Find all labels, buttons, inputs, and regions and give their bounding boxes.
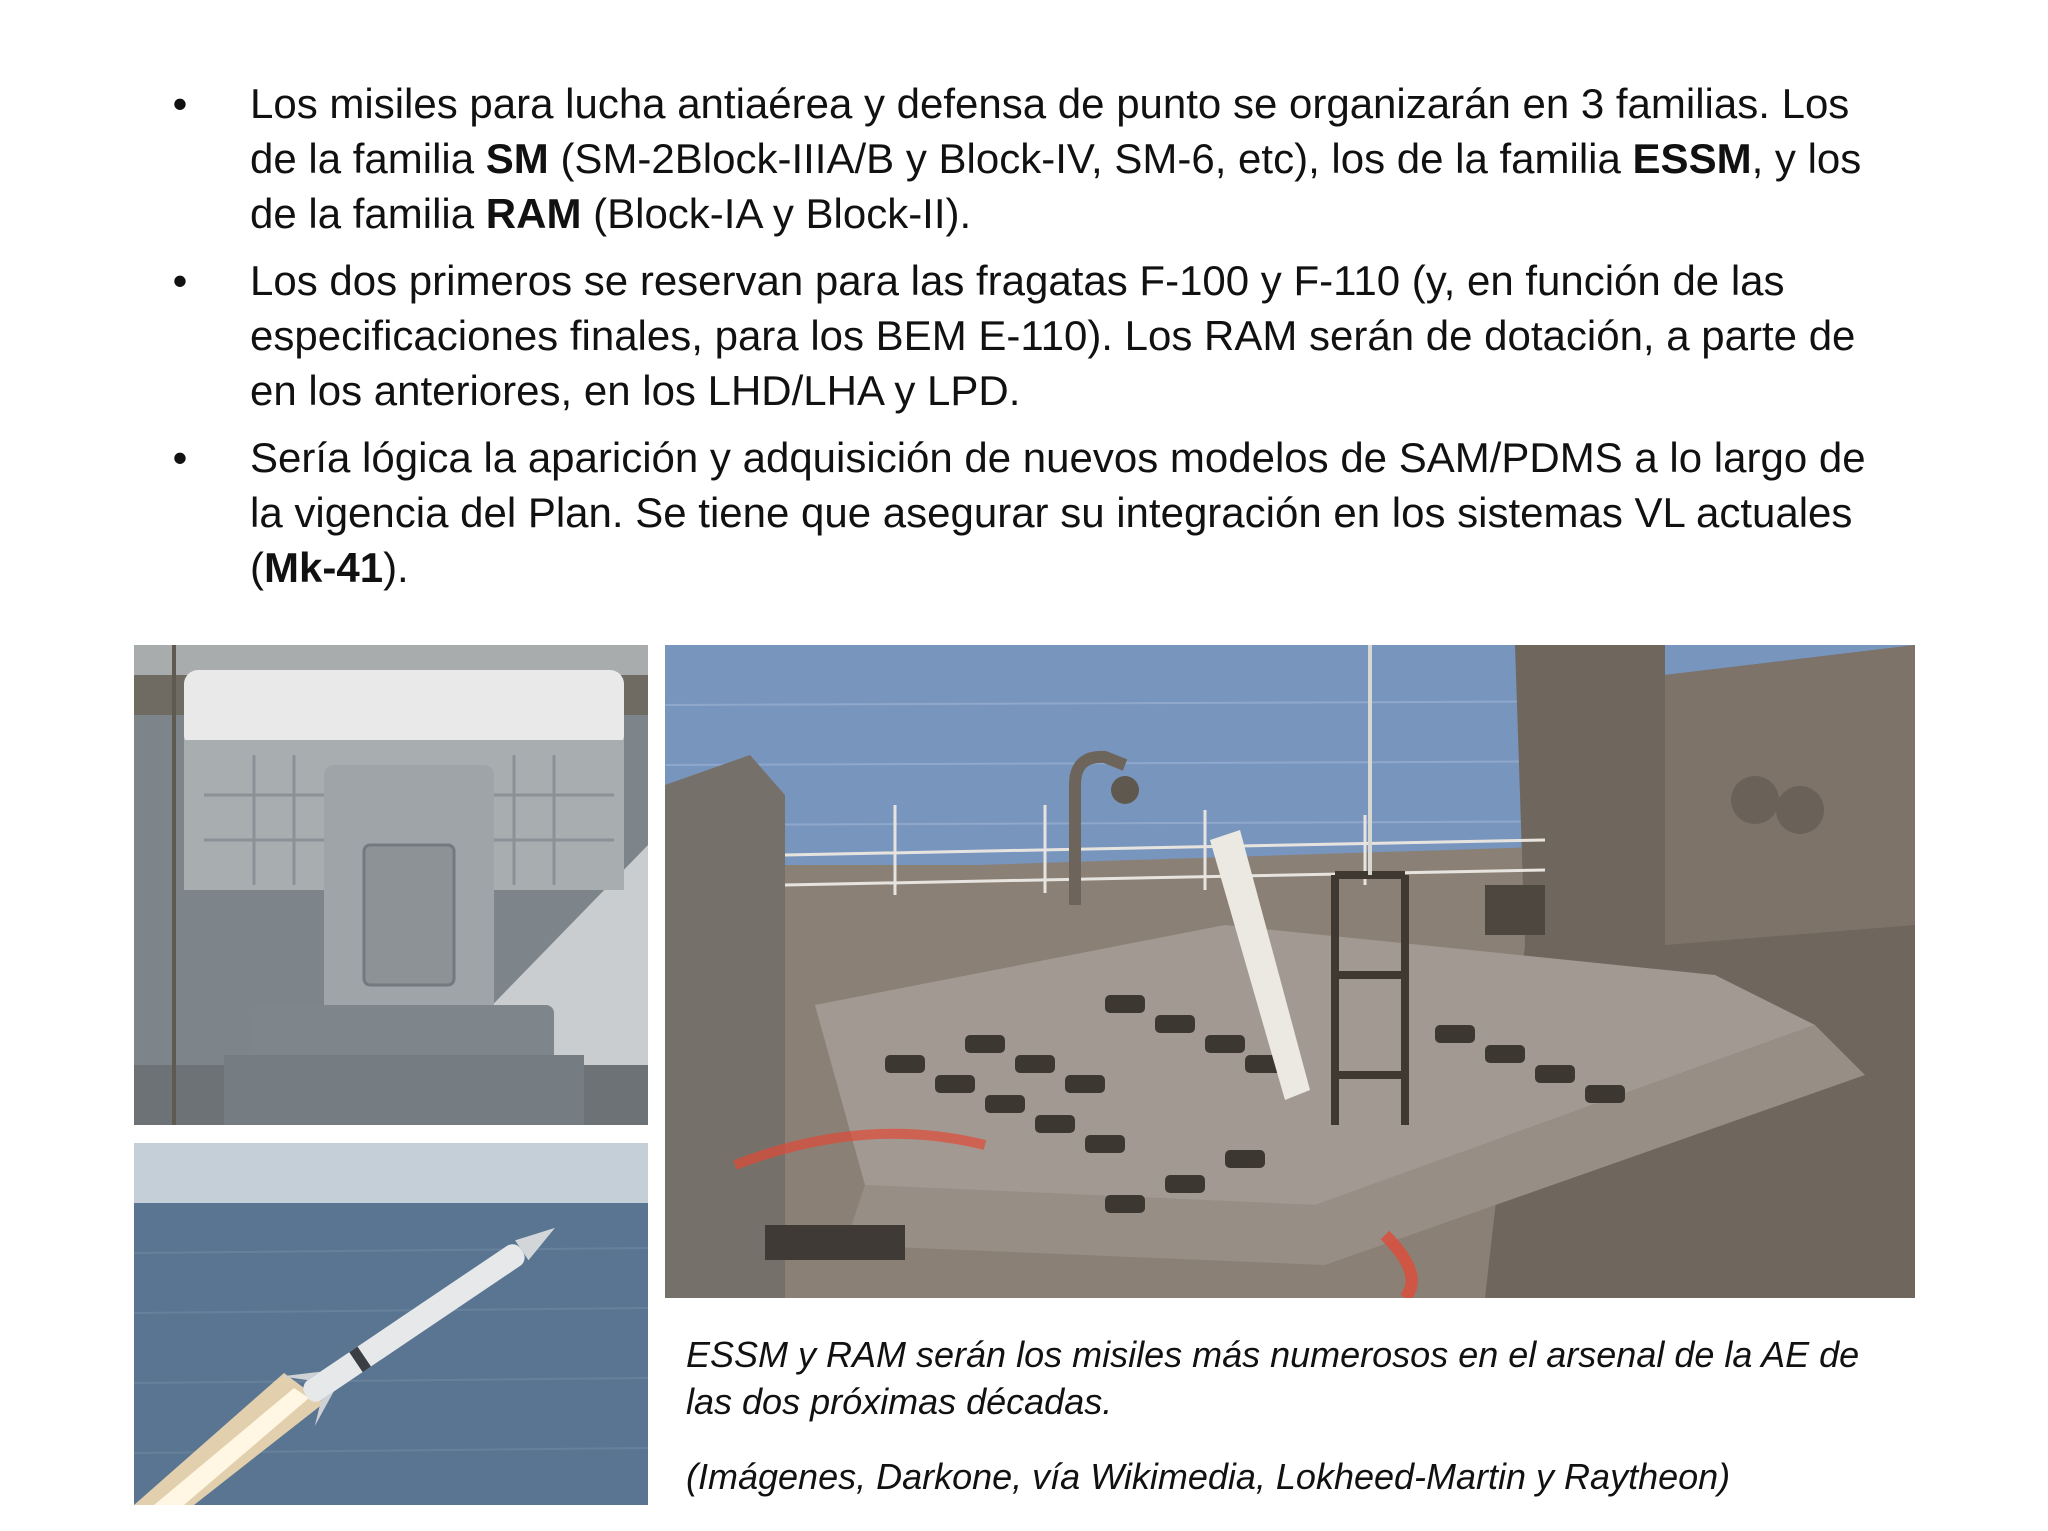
text-run: (Block-IA y Block-II). <box>581 190 972 237</box>
bullet-text <box>250 434 1866 591</box>
bullet-marker: • <box>172 257 188 304</box>
text-run: ). <box>383 544 409 591</box>
bullet-list <box>170 76 1890 607</box>
bullet-item <box>170 430 1890 595</box>
bold-run: SM <box>485 135 549 182</box>
bullet-item <box>170 253 1890 418</box>
bold-run: Mk-41 <box>264 544 384 591</box>
text-run: Sería lógica la aparición y adquisición de nuevos modelos de SAM/PDMS a lo largo de la vigencia del Plan. Se tiene que asegurar su integración en los sistemas VL actuales ( <box>250 434 1866 591</box>
bold-run: ESSM <box>1632 135 1752 182</box>
image-credits: (Imágenes, Darkone, vía Wikimedia, Lokheed-Martin y Raytheon) <box>686 1456 1731 1497</box>
bullet-marker: • <box>172 80 188 127</box>
text-run: Los misiles para lucha antiaérea y defensa de punto se organizarán en 3 familias. Los de la familia <box>250 80 1850 182</box>
ram-launcher-photo <box>134 645 648 1125</box>
vertical-launch-deck-render <box>665 645 1915 1298</box>
bullet-item <box>170 76 1890 241</box>
missile-launch-photo <box>134 1143 648 1505</box>
text-run: Los dos primeros se reservan para las fragatas F-100 y F-110 (y, en función de las especificaciones finales, para los BEM E-110). Los RAM serán de dotación, a parte de en los anteriores, en los LHD/LHA y LPD. <box>250 257 1856 414</box>
text-run: (SM-2Block-IIIA/B y Block-IV, SM-6, etc), los de la familia <box>548 135 1633 182</box>
bullet-marker: • <box>172 434 188 481</box>
bold-run: RAM <box>485 190 582 237</box>
text-run: , y los de la familia <box>250 135 1862 237</box>
bullet-text <box>250 257 1855 414</box>
bullet-text <box>250 80 1861 237</box>
image-caption: ESSM y RAM serán los misiles más numerosos en el arsenal de la AE de las dos próximas décadas. <box>686 1334 1860 1422</box>
